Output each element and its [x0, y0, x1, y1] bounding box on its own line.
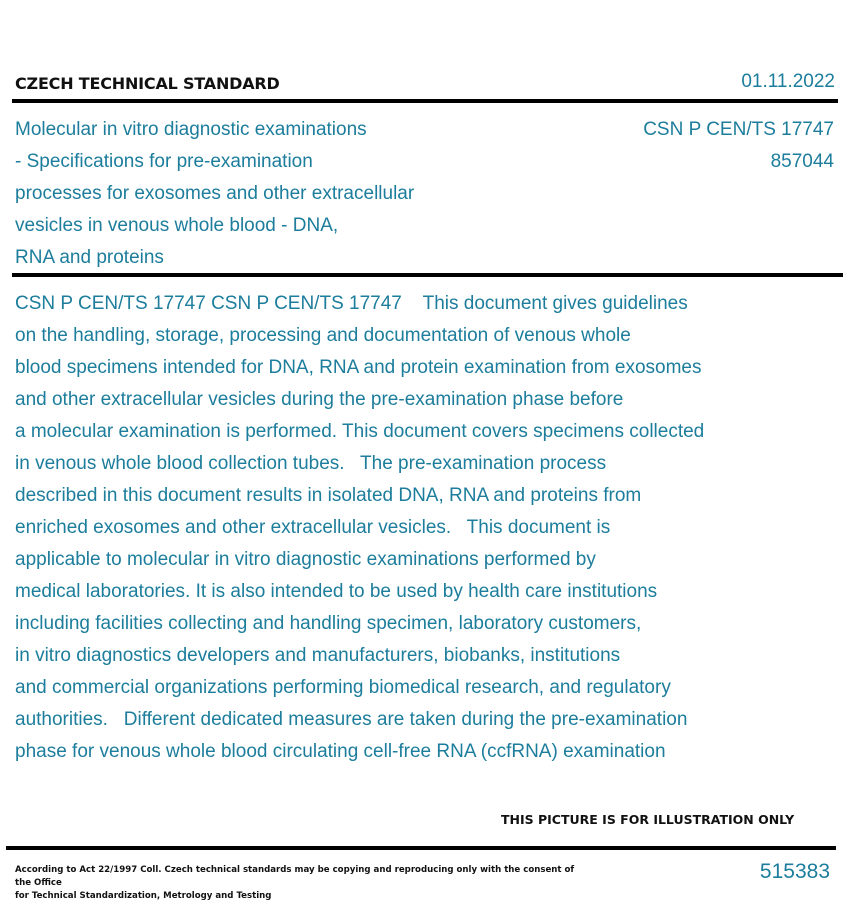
classification-number: 857044 [770, 151, 834, 172]
abstract-line: described in this document results in isolated DNA, RNA and proteins from [15, 485, 642, 506]
title-divider [12, 273, 843, 277]
illustration-disclaimer: THIS PICTURE IS FOR ILLUSTRATION ONLY [501, 812, 795, 827]
abstract-line: phase for venous whole blood circulating cell-free RNA (ccfRNA) examination [15, 741, 666, 762]
footer-divider [6, 846, 836, 850]
copyright-notice [15, 864, 585, 903]
standard-title [15, 114, 485, 274]
abstract-line: blood specimens intended for DNA, RNA and protein examination from exosomes [15, 357, 702, 378]
header-divider [12, 99, 838, 103]
abstract-line: in vitro diagnostics developers and manufacturers, biobanks, institutions [15, 645, 621, 666]
abstract-line: authorities. Different dedicated measures are taken during the pre-examination [15, 709, 688, 730]
title-line: Molecular in vitro diagnostic examinations [15, 119, 367, 140]
title-line: RNA and proteins [15, 247, 164, 268]
copyright-line: for Technical Standardization, Metrology and Testing [15, 891, 272, 901]
abstract-line: and commercial organizations performing biomedical research, and regulatory [15, 677, 671, 698]
title-line: vesicles in venous whole blood - DNA, [15, 215, 339, 236]
standard-code: CSN P CEN/TS 17747 [643, 119, 834, 140]
abstract-line: enriched exosomes and other extracellular vesicles. This document is [15, 517, 611, 538]
abstract-line: medical laboratories. It is also intended to be used by health care institutions [15, 581, 658, 602]
abstract-line: and other extracellular vesicles during the pre-examination phase before [15, 389, 624, 410]
publication-date: 01.11.2022 [741, 71, 835, 92]
title-line: processes for exosomes and other extracellular [15, 183, 415, 204]
abstract-text [15, 288, 815, 768]
document-type-label: CZECH TECHNICAL STANDARD [15, 74, 280, 93]
abstract-line: applicable to molecular in vitro diagnostic examinations performed by [15, 549, 596, 570]
abstract-line: on the handling, storage, processing and documentation of venous whole [15, 325, 631, 346]
abstract-line: in venous whole blood collection tubes. The pre-examination process [15, 453, 607, 474]
abstract-line: a molecular examination is performed. This document covers specimens collected [15, 421, 705, 442]
title-line: - Specifications for pre-examination [15, 151, 313, 172]
copyright-line: According to Act 22/1997 Coll. Czech technical standards may be copying and reproducing only with the consent of the Office [15, 865, 575, 888]
catalog-number: 515383 [759, 860, 830, 883]
abstract-line: CSN P CEN/TS 17747 CSN P CEN/TS 17747 This document gives guidelines [15, 293, 688, 314]
abstract-line: including facilities collecting and handling specimen, laboratory customers, [15, 613, 642, 634]
standard-identifier [643, 114, 834, 178]
